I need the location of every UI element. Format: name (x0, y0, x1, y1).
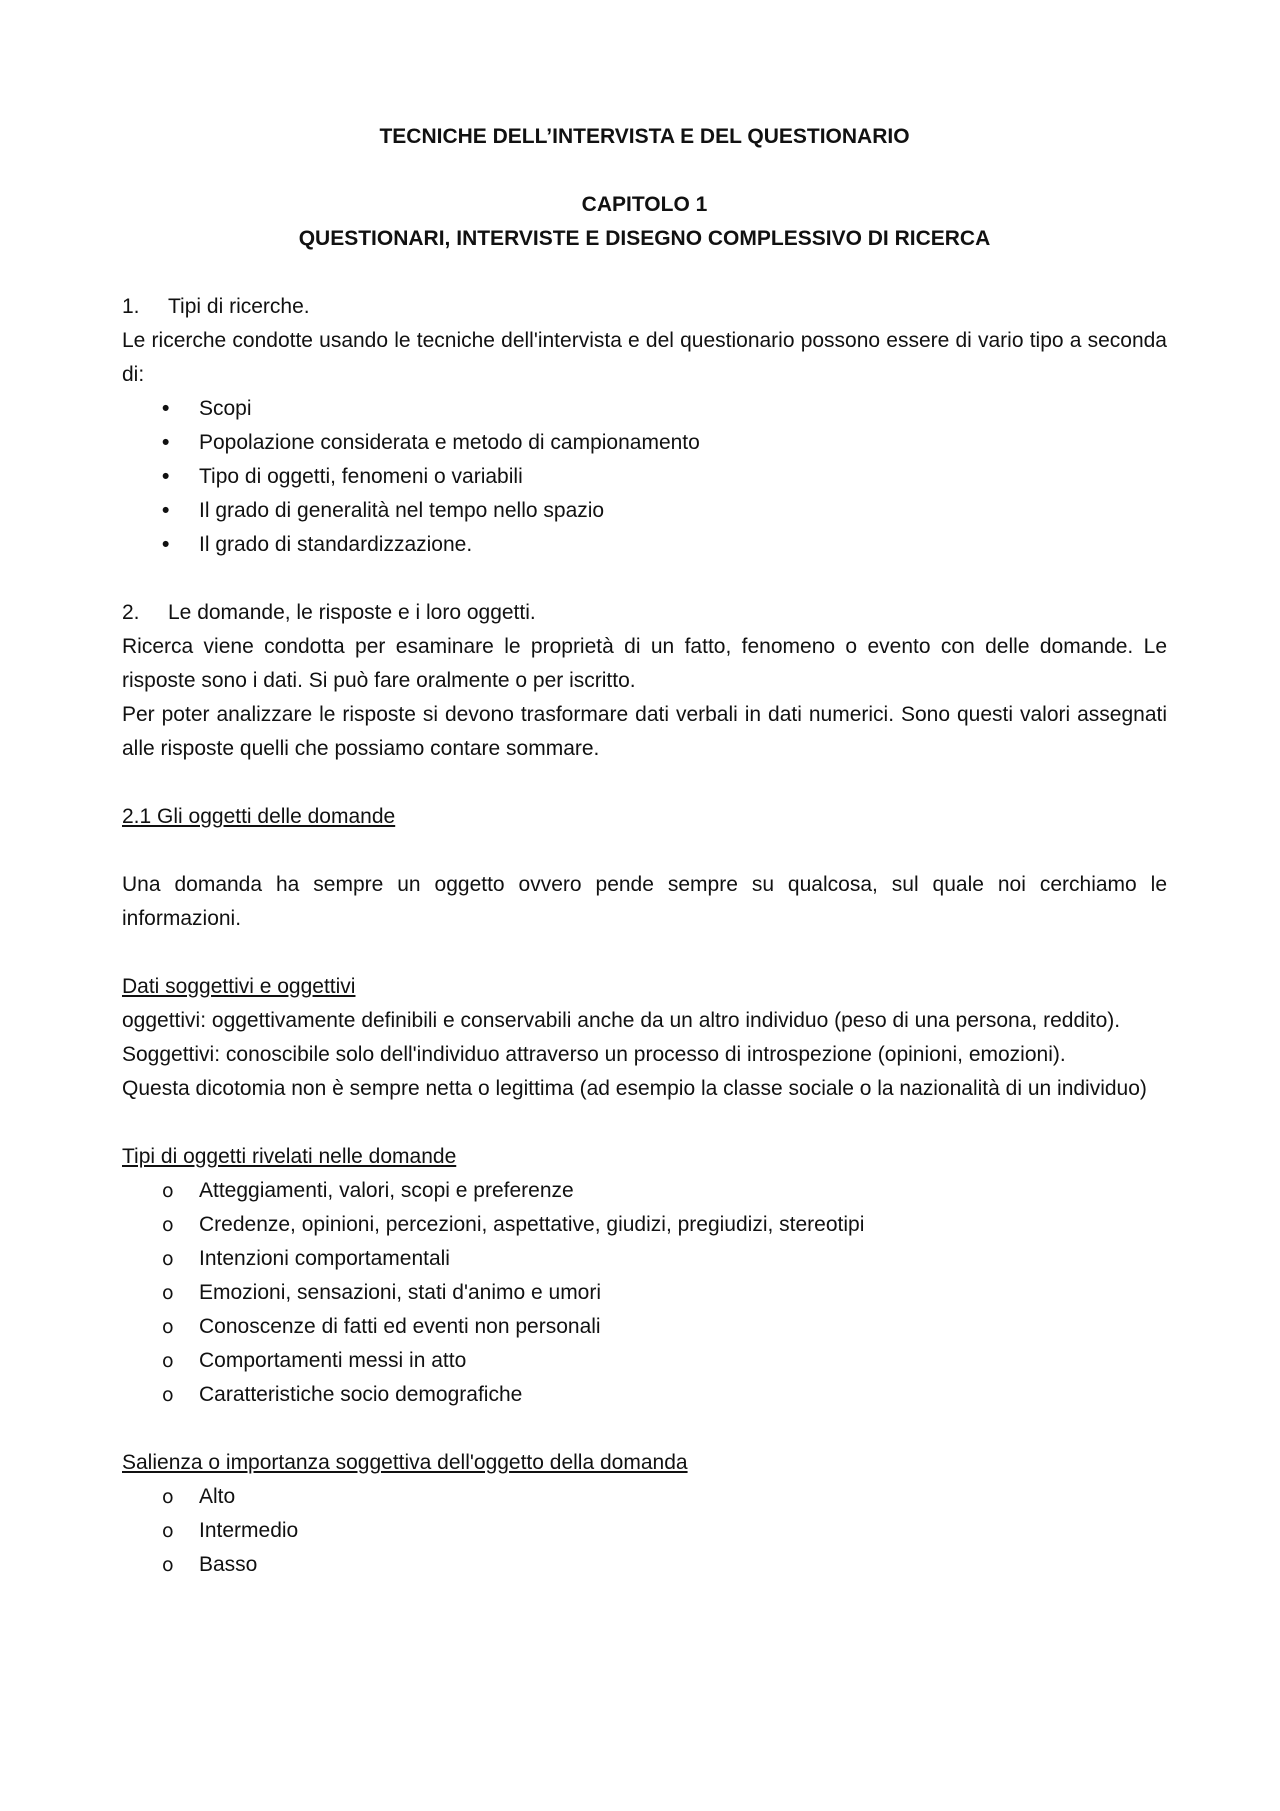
list-item: o Conoscenze di fatti ed eventi non personali (122, 1310, 1167, 1344)
chapter-label: CAPITOLO 1 (581, 193, 708, 216)
section-2-heading (122, 596, 1167, 630)
section-1-heading-text: Tipi di ricerche. (168, 295, 310, 318)
list-item: • Il grado di generalità nel tempo nello spazio (122, 494, 1167, 528)
salienza-list (122, 1480, 1167, 1582)
section-2-1-heading: 2.1 Gli oggetti delle domande (122, 805, 396, 828)
list-item: • Tipo di oggetti, fenomeni o variabili (122, 460, 1167, 494)
dati-paragraph-2: Soggettivi: conoscibile solo dell'individuo attraverso un processo di introspezione (opinioni, emozioni). (122, 1043, 1066, 1066)
chapter-title: QUESTIONARI, INTERVISTE E DISEGNO COMPLESSIVO DI RICERCA (298, 227, 991, 250)
section-1-heading (122, 290, 1167, 324)
dati-paragraph-3: Questa dicotomia non è sempre netta o legittima (ad esempio la classe sociale o la nazionalità di un individuo) (122, 1077, 1147, 1100)
list-item: • Popolazione considerata e metodo di campionamento (122, 426, 1167, 460)
section-1-number: 1. (122, 295, 140, 318)
list-item: o Credenze, opinioni, percezioni, aspettative, giudizi, pregiudizi, stereotipi (122, 1208, 1167, 1242)
tipi-heading: Tipi di oggetti rivelati nelle domande (122, 1145, 457, 1168)
section-2-heading-text: Le domande, le risposte e i loro oggetti. (168, 601, 536, 624)
section-2-paragraph-2: Per poter analizzare le risposte si devono trasformare dati verbali in dati numerici. Sono questi valori assegnati alle risposte quelli che possiamo contare sommare. (122, 703, 1167, 760)
list-item: • Il grado di standardizzazione. (122, 528, 1167, 562)
section-2-number: 2. (122, 601, 140, 624)
tipi-list (122, 1174, 1167, 1412)
section-2-1-paragraph: Una domanda ha sempre un oggetto ovvero pende sempre su qualcosa, sul quale noi cerchiamo le informazioni. (122, 873, 1167, 930)
list-item: o Basso (122, 1548, 1167, 1582)
dati-paragraph-1: oggettivi: oggettivamente definibili e conservabili anche da un altro individuo (peso di una persona, reddito). (122, 1009, 1121, 1032)
list-item: o Comportamenti messi in atto (122, 1344, 1167, 1378)
document-title: TECNICHE DELL’INTERVISTA E DEL QUESTIONARIO (379, 125, 910, 148)
list-item: o Intenzioni comportamentali (122, 1242, 1167, 1276)
section-2-paragraph-1: Ricerca viene condotta per esaminare le proprietà di un fatto, fenomeno o evento con delle domande. Le risposte sono i dati. Si può fare oralmente o per iscritto. (122, 635, 1167, 692)
list-item: o Alto (122, 1480, 1167, 1514)
list-item: o Caratteristiche socio demografiche (122, 1378, 1167, 1412)
list-item: o Emozioni, sensazioni, stati d'animo e umori (122, 1276, 1167, 1310)
salienza-heading: Salienza o importanza soggettiva dell'oggetto della domanda (122, 1451, 688, 1474)
document-page (122, 120, 1167, 1582)
list-item: o Atteggiamenti, valori, scopi e preferenze (122, 1174, 1167, 1208)
section-1-list (122, 392, 1167, 562)
list-item: • Scopi (122, 392, 1167, 426)
dati-heading: Dati soggettivi e oggettivi (122, 975, 356, 998)
list-item: o Intermedio (122, 1514, 1167, 1548)
section-1-intro: Le ricerche condotte usando le tecniche dell'intervista e del questionario possono essere di vario tipo a seconda di: (122, 329, 1167, 386)
